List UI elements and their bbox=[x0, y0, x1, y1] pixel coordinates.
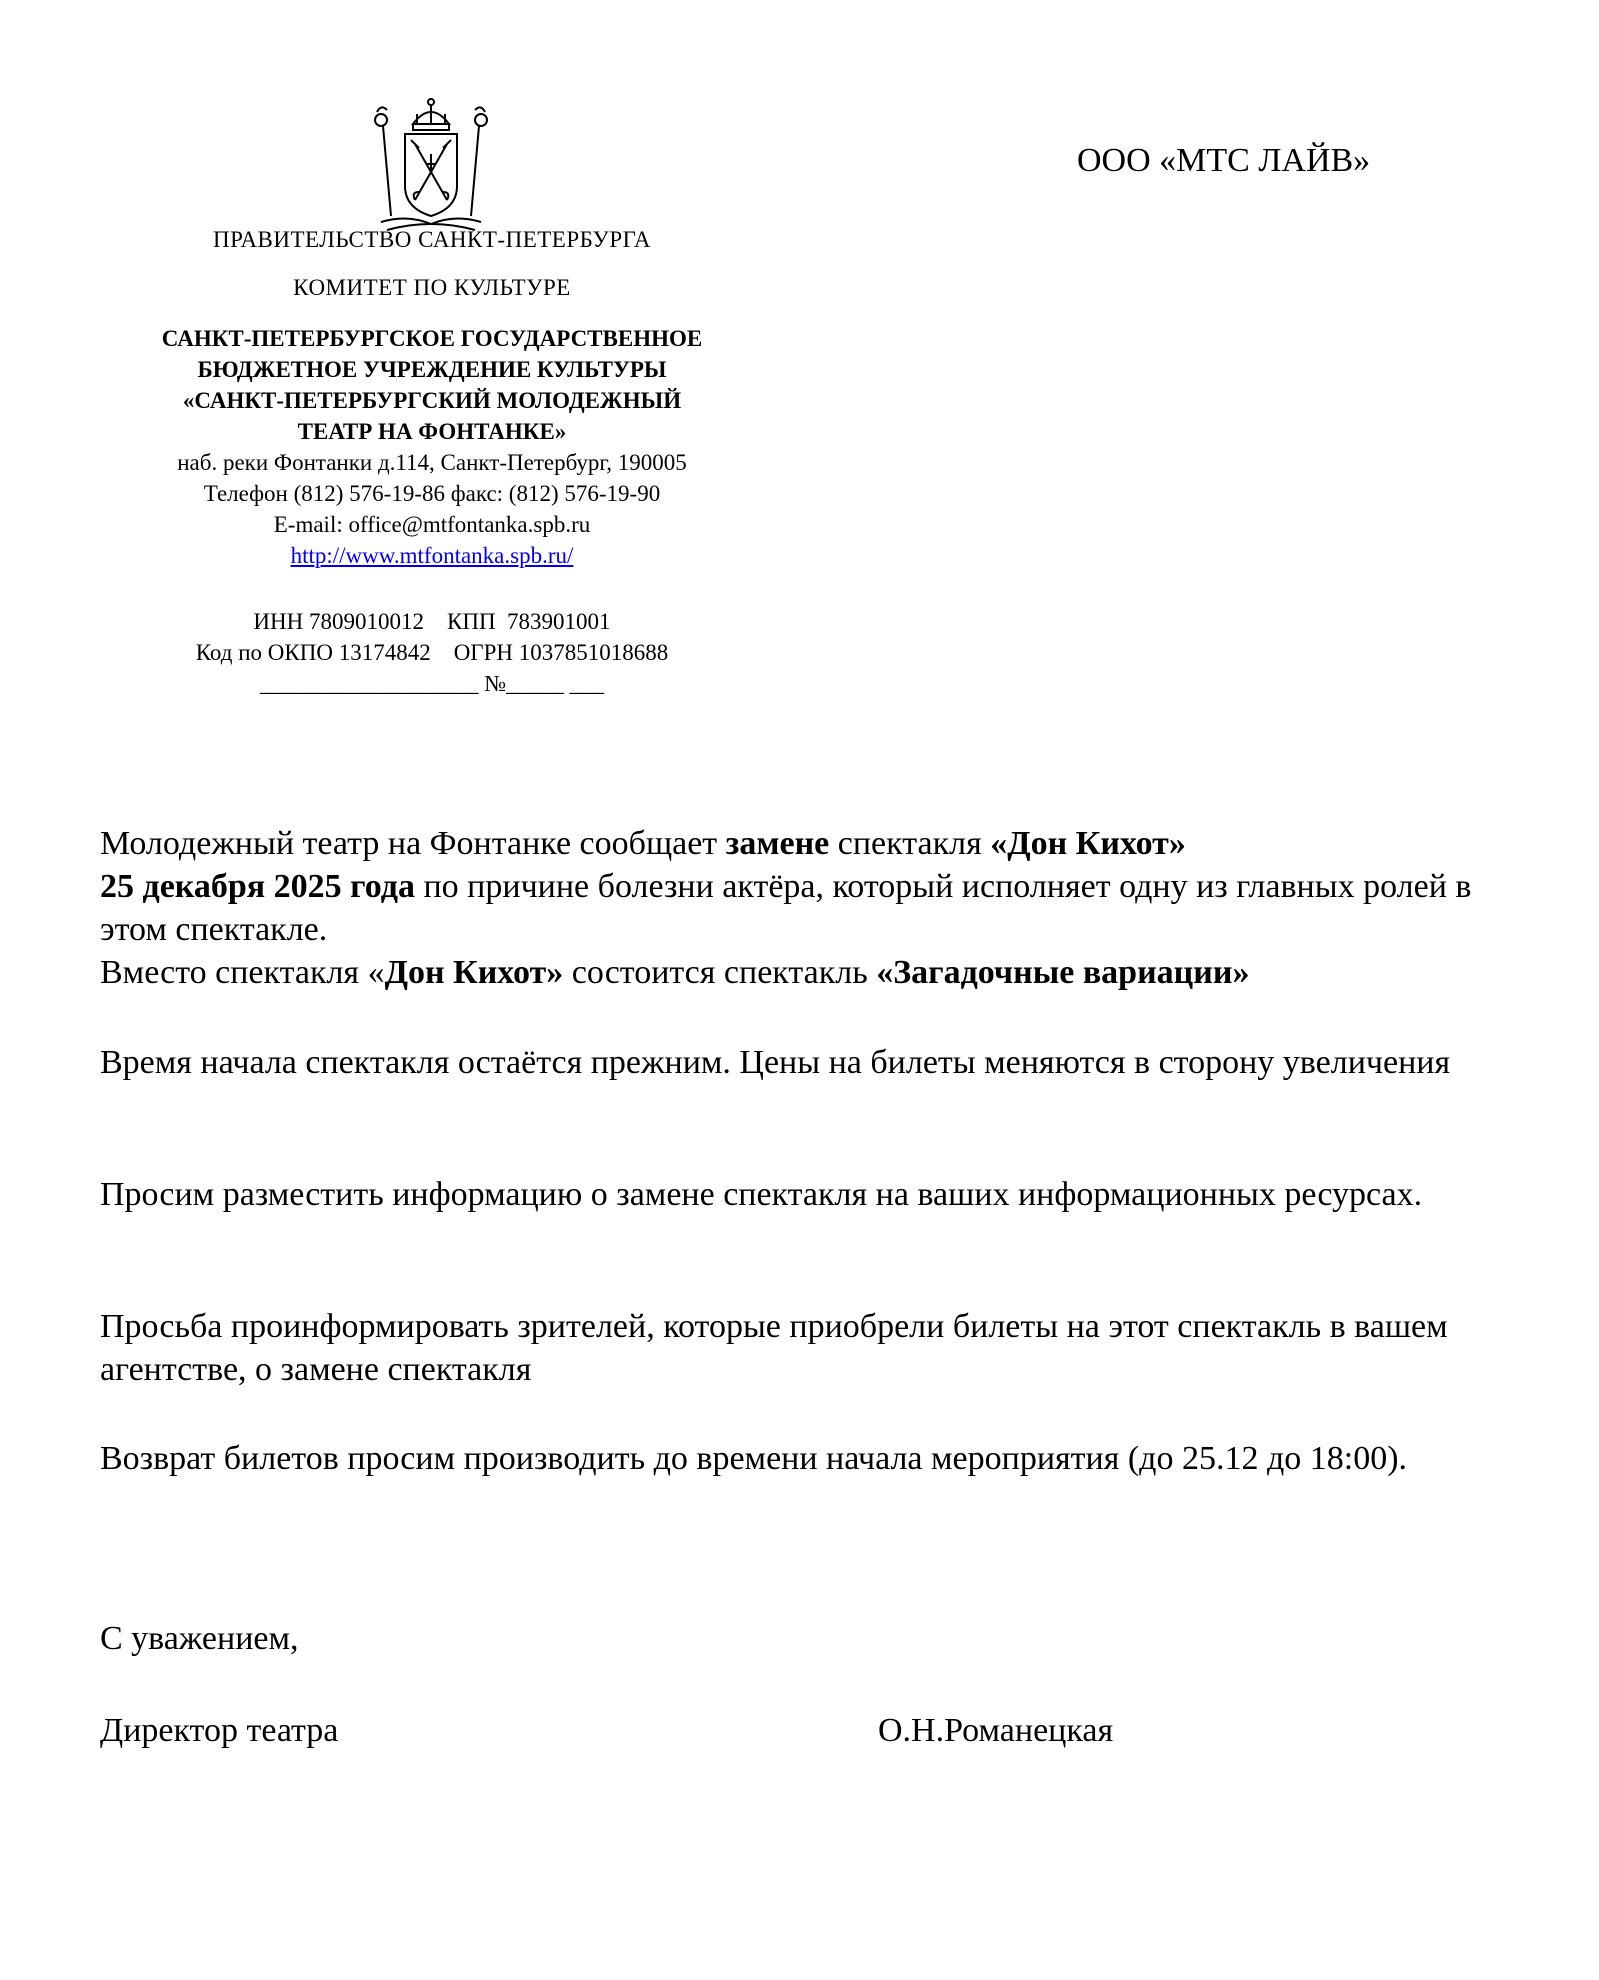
okpo-ogrn: Код по ОКПО 13174842 ОГРН 1037851018688 bbox=[195, 640, 669, 665]
text: Вместо спектакля « bbox=[100, 954, 385, 991]
bold-text: замене bbox=[725, 825, 830, 862]
government-label: ПРАВИТЕЛЬСТВО САНКТ-ПЕТЕРБУРГА bbox=[212, 227, 652, 252]
address: наб. реки Фонтанки д.114, Санкт-Петербург, 190005 bbox=[177, 450, 687, 475]
paragraph bbox=[100, 951, 1540, 994]
committee-label: КОМИТЕТ ПО КУЛЬТУРЕ bbox=[293, 275, 571, 300]
signer-name: О.Н.Романецкая bbox=[878, 1712, 1114, 1749]
regards: С уважением, bbox=[100, 1620, 299, 1657]
bold-text: 25 декабря 2025 года bbox=[100, 868, 415, 905]
outgoing-number-line: ___________________ №_____ ___ bbox=[260, 671, 604, 696]
paragraph: Просьба проинформировать зрителей, которые приобрели билеты на этот спектакль в вашем агентстве, о замене спектакля bbox=[100, 1308, 1448, 1388]
paragraph bbox=[100, 822, 1540, 951]
email: E-mail: office@mtfontanka.spb.ru bbox=[273, 512, 591, 537]
bold-text: Дон Кихот» bbox=[384, 954, 564, 991]
contact-block bbox=[80, 447, 784, 571]
org-name-line: БЮДЖЕТНОЕ УЧРЕЖДЕНИЕ КУЛЬТУРЫ bbox=[197, 357, 667, 382]
text: спектакля bbox=[829, 825, 991, 862]
text: состоится спектакль bbox=[563, 954, 877, 991]
inn-kpp: ИНН 7809010012 КПП 783901001 bbox=[253, 609, 611, 634]
letter-body bbox=[100, 822, 1540, 994]
recipient: ООО «МТС ЛАЙВ» bbox=[1077, 142, 1371, 179]
org-name-line: САНКТ-ПЕТЕРБУРГСКОЕ ГОСУДАРСТВЕННОЕ bbox=[161, 326, 703, 351]
bold-text: «Загадочные вариации» bbox=[876, 954, 1250, 991]
bold-text: «Дон Кихот» bbox=[990, 825, 1186, 862]
text: Молодежный театр на Фонтанке сообщает bbox=[100, 825, 726, 862]
org-name-line: «САНКТ-ПЕТЕРБУРГСКИЙ МОЛОДЕЖНЫЙ bbox=[182, 388, 682, 413]
phone-fax: Телефон (812) 576-19-86 факс: (812) 576-19-90 bbox=[203, 481, 661, 506]
coat-of-arms-icon bbox=[367, 96, 495, 236]
organization-name bbox=[80, 323, 784, 447]
text: по причине болезни актёра, который исполняет одну из главных ролей в этом спектакле. bbox=[100, 868, 1472, 948]
website-link[interactable]: http://www.mtfontanka.spb.ru/ bbox=[290, 543, 574, 568]
signer-position: Директор театра bbox=[100, 1712, 339, 1749]
paragraph: Просим разместить информацию о замене спектакля на ваших информационных ресурсах. bbox=[100, 1176, 1423, 1213]
registration-block bbox=[80, 606, 784, 699]
paragraph: Время начала спектакля остаётся прежним. Цены на билеты меняются в сторону увеличения bbox=[100, 1044, 1451, 1081]
org-name-line: ТЕАТР НА ФОНТАНКЕ» bbox=[297, 419, 567, 444]
paragraph: Возврат билетов просим производить до времени начала мероприятия (до 25.12 до 18:00). bbox=[100, 1440, 1408, 1477]
